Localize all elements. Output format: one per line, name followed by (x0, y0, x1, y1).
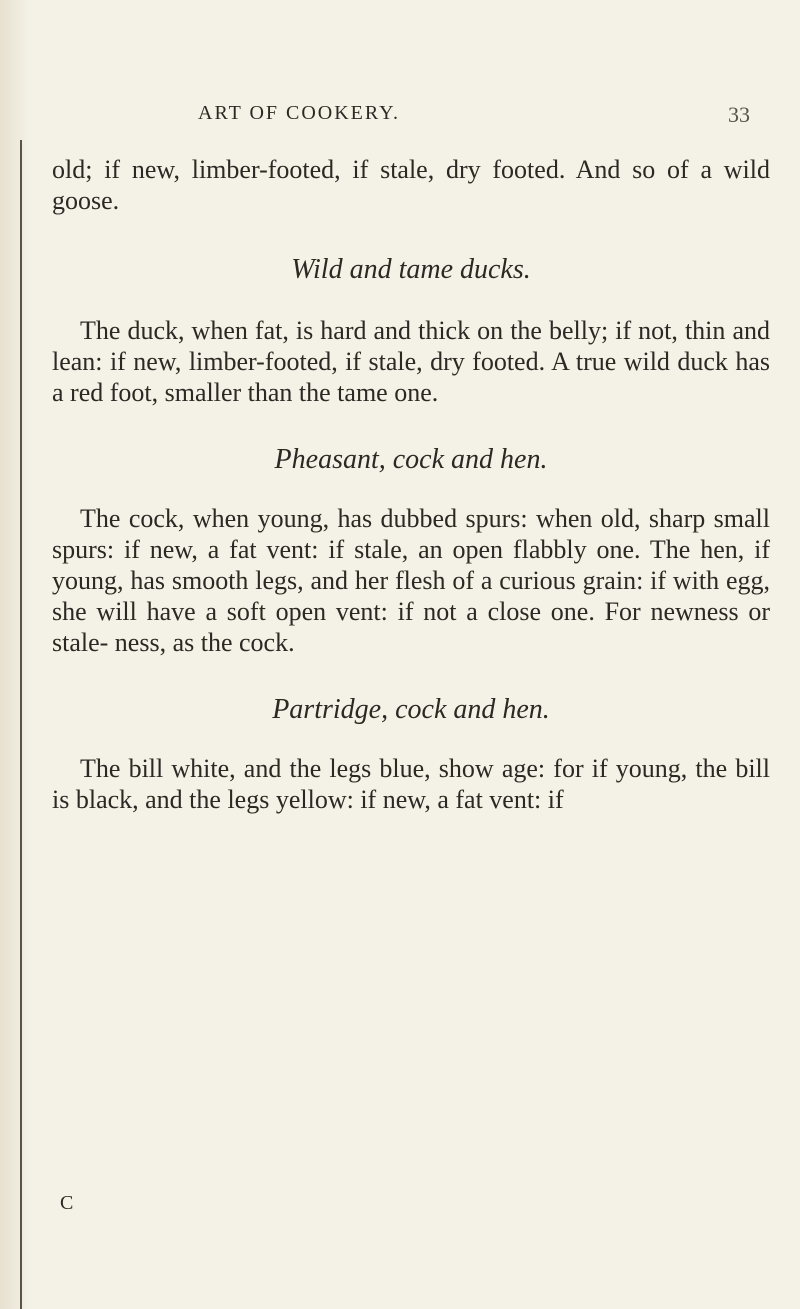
paragraph-pheasant: The cock, when young, has dubbed spurs: when old, sharp small spurs: if new, a fat vent: if stale, an open flabbly one. The hen, if young, has smooth legs, and her flesh of a curious grain: if with egg, she will have a soft open vent: if not a close one. For newness or stale- ness, as the cock. (52, 504, 770, 657)
signature-mark: C (60, 1192, 74, 1214)
running-head-title: ART OF COOKERY. (198, 102, 400, 124)
page-gutter (0, 0, 30, 1309)
paragraph-ducks: The duck, when fat, is hard and thick on the belly; if not, thin and lean: if new, limber-footed, if stale, dry footed. A true wild duck has a red foot, smaller than the tame one. (52, 316, 770, 407)
body-text (52, 154, 770, 815)
paragraph-continuation: old; if new, limber-footed, if stale, dry footed. And so of a wild goose. (52, 155, 770, 215)
section-heading-pheasant: Pheasant, cock and hen. (274, 444, 548, 475)
book-page (30, 0, 770, 1309)
page-number: 33 (728, 102, 750, 127)
section-heading-partridge: Partridge, cock and hen. (272, 694, 550, 725)
binding-edge (20, 140, 22, 1309)
running-head (30, 102, 770, 132)
section-heading-ducks: Wild and tame ducks. (291, 254, 531, 285)
paragraph-partridge: The bill white, and the legs blue, show age: for if young, the bill is black, and the legs yellow: if new, a fat vent: if (52, 754, 770, 814)
